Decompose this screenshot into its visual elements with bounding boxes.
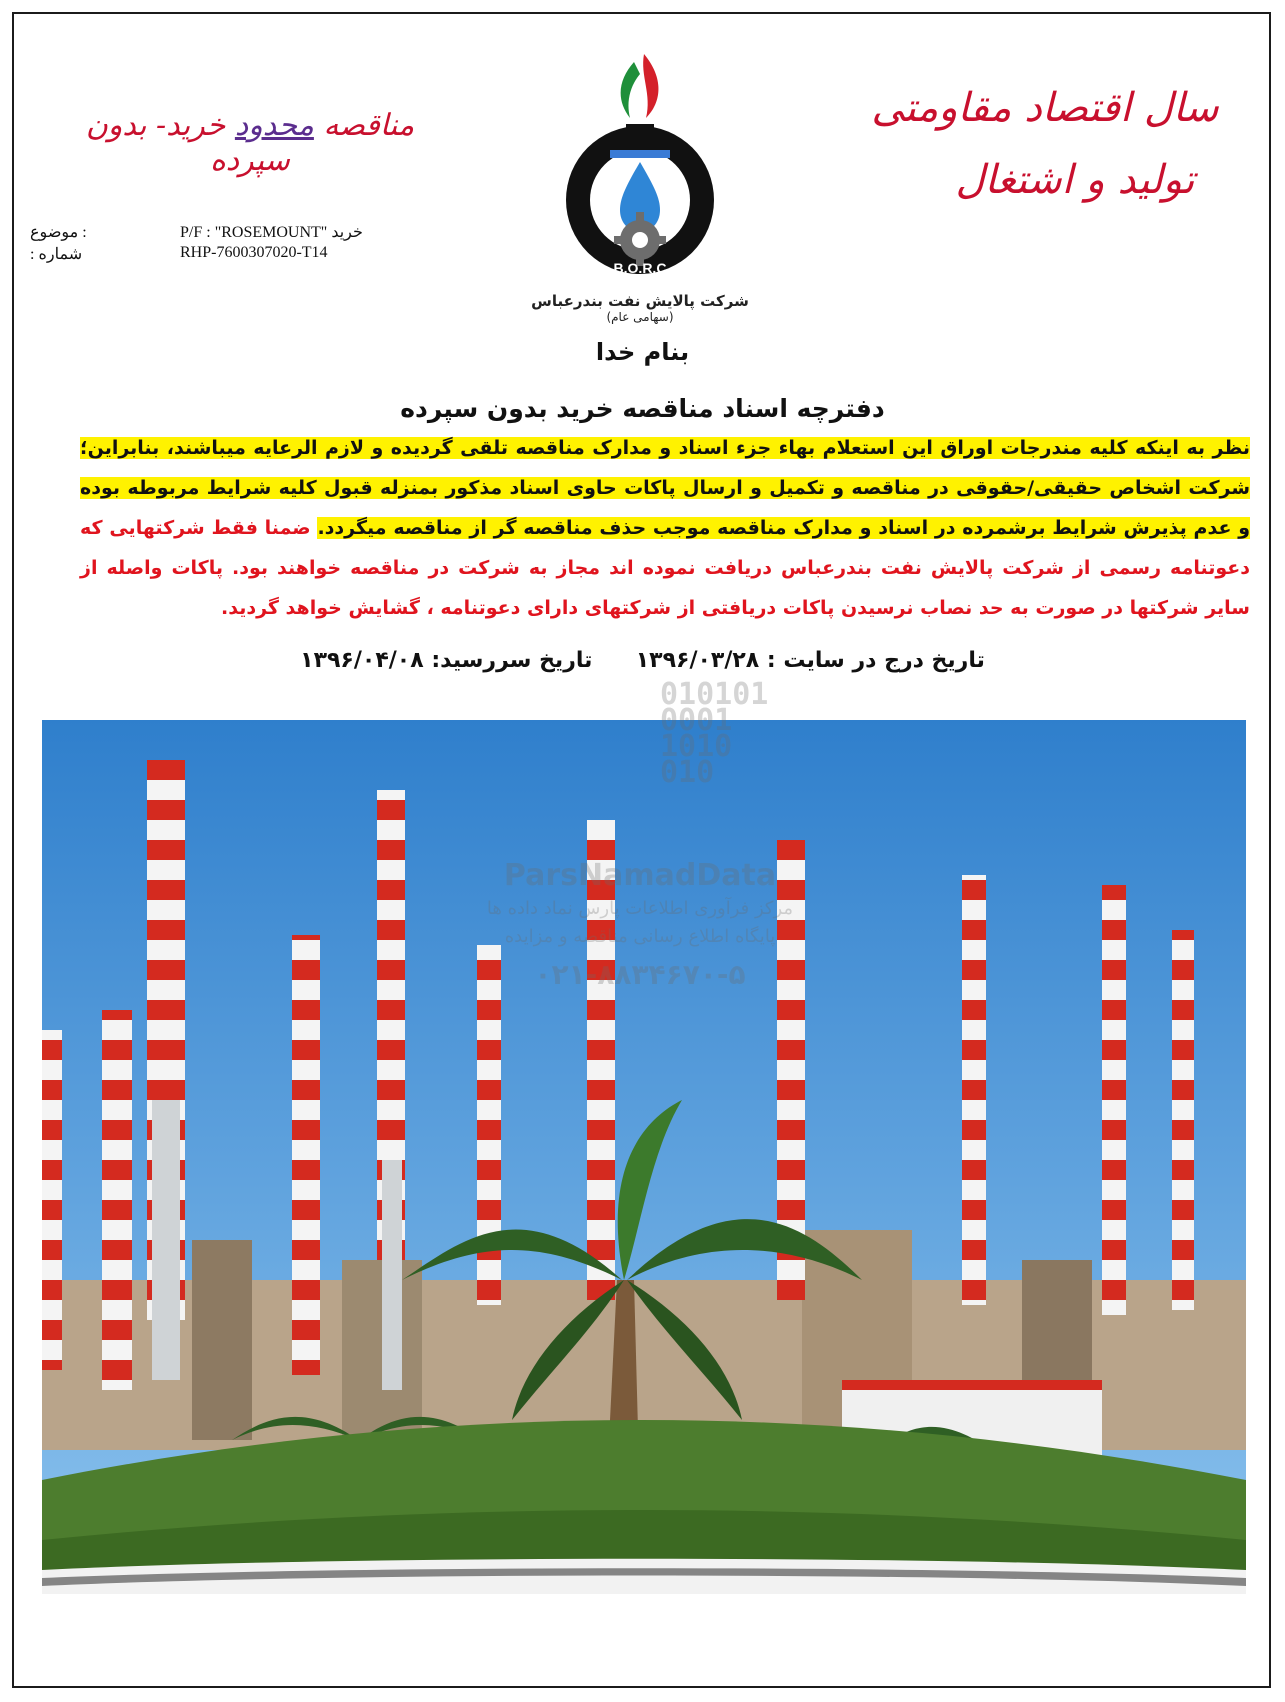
terms-red-text: ضمنا فقط شرکتهایی که دعوتنامه رسمی از شرکت پالایش نفت بندرعباس دریافت نموده اند مجاز به شرکت در مناقصه خواهند بود. پاکات واصله از سایر شرکتها در صورت به حد نصاب نرسیدن پاکات دریافتی از شرکتهای دارای دعوتنامه ، گشایش خواهد گردید. bbox=[80, 517, 1250, 619]
watermark-line-1: مرکز فرآوری اطلاعات پارس نماد داده ها bbox=[486, 898, 794, 919]
green-flame-icon bbox=[621, 62, 640, 118]
flask-neck bbox=[626, 124, 654, 154]
slogan-line-1: سال اقتصاد مقاومتی bbox=[871, 85, 1219, 131]
tender-type-title bbox=[70, 108, 430, 178]
white-flame-icon bbox=[636, 90, 644, 120]
terms-paragraph bbox=[80, 428, 1250, 628]
terms-highlighted-text: نظر به اینکه کلیه مندرجات اوراق این استعلام بهاء جزء اسناد و مدارک مناقصه تلقی گردیده و لازم الرعایه میباشند، بنابراین؛ شرکت اشخاص حقیقی/حقوقی در مناقصه و تکمیل و ارسال پاکات حاوی اسناد مذکور بمنزله قبول کلیه شرایط مربوطه بوده و عدم پذیرش شرایط برشمرده در اسناد و مدارک مناقصه موجب حذف مناقصه گر از مناقصه میگردد. bbox=[80, 437, 1250, 539]
document-title: دفترچه اسناد مناقصه خرید بدون سپرده bbox=[400, 394, 885, 423]
meta-number-row bbox=[30, 244, 430, 266]
posted-date-label: تاریخ درج در سایت : bbox=[766, 648, 985, 673]
subject-value: P/F : "ROSEMOUNT" خرید bbox=[180, 224, 363, 241]
tender-limited-word: محدود bbox=[234, 108, 314, 143]
subject-label: موضوع : bbox=[30, 224, 87, 241]
watermark-line-2: پایگاه اطلاع رسانی مناقصه و مزایده bbox=[504, 926, 776, 947]
slogan-line-2: تولید و اشتغال bbox=[955, 157, 1195, 203]
watermark-brand: ParsNamadData bbox=[503, 858, 777, 893]
flask-band bbox=[610, 150, 670, 158]
meta-subject-row bbox=[30, 222, 430, 244]
logo-company-name: شرکت پالایش نفت بندرعباس bbox=[531, 292, 749, 310]
number-value: RHP-7600307020-T14 bbox=[180, 244, 328, 261]
refinery-illustration bbox=[42, 720, 1246, 1594]
watermark-digits-4: 010 bbox=[660, 755, 715, 790]
logo-abbr: B.O.R.C bbox=[613, 260, 667, 276]
watermark-phone: ۰۲۱-۸۸۳۴۶۷۰-۵ bbox=[534, 958, 746, 991]
logo-company-caption bbox=[530, 292, 750, 324]
dates-line bbox=[0, 648, 1285, 673]
basmala-heading: بنام خدا bbox=[595, 338, 690, 366]
document-meta bbox=[30, 222, 430, 266]
refinery-photo bbox=[42, 720, 1246, 1594]
watermark-digits-1: 010101 bbox=[660, 677, 769, 712]
posted-date-value: ۱۳۹۶/۰۳/۲۸ bbox=[635, 648, 760, 673]
company-logo bbox=[530, 40, 750, 324]
number-label: : شماره bbox=[30, 246, 83, 263]
watermark-digits-2: 0001 bbox=[660, 703, 733, 738]
curb bbox=[42, 1559, 1246, 1594]
watermark-digits-3: 1010 bbox=[660, 729, 733, 764]
due-date-label: تاریخ سررسید: bbox=[431, 648, 593, 673]
due-date-value: ۱۳۹۶/۰۴/۰۸ bbox=[300, 648, 424, 673]
red-flame-icon bbox=[643, 54, 658, 118]
tender-suffix: خرید- بدون سپرده bbox=[85, 108, 290, 178]
refinery-logo-icon bbox=[530, 40, 750, 290]
tender-prefix: مناقصه bbox=[313, 108, 415, 143]
year-slogan bbox=[865, 72, 1225, 216]
logo-company-type: (سهامی عام) bbox=[606, 310, 674, 324]
